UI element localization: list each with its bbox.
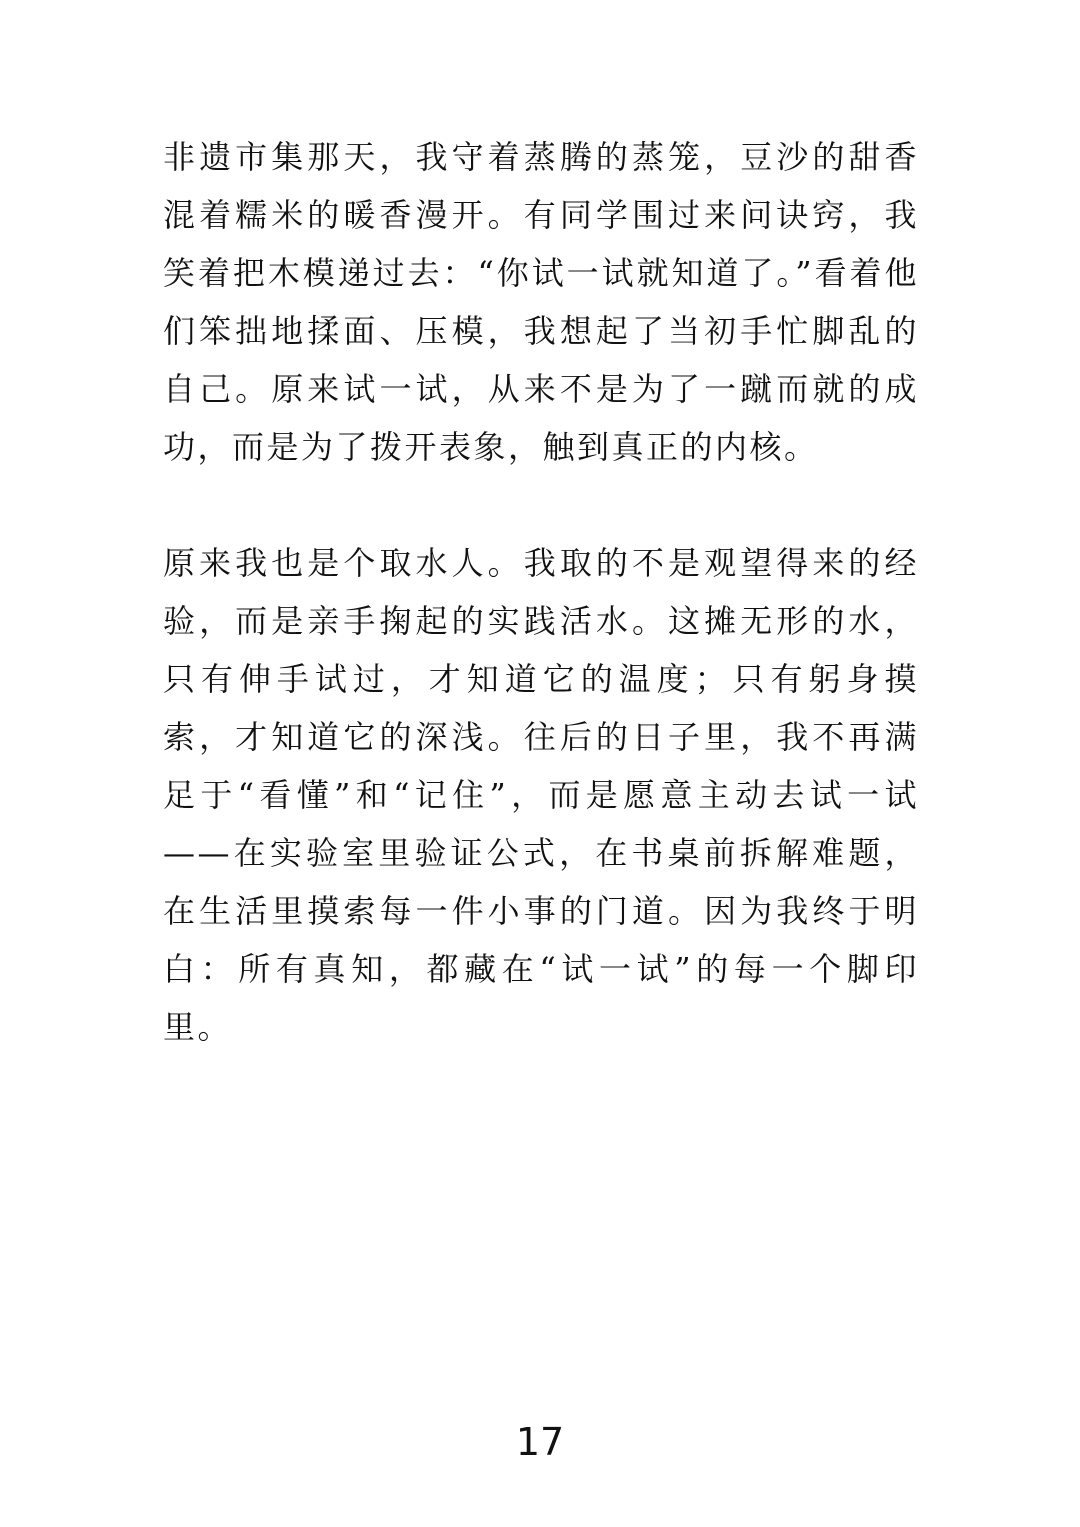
body-text	[163, 128, 919, 1056]
page-number: 17	[515, 1420, 565, 1464]
paragraph-1: 非遗市集那天，我守着蒸腾的蒸笼，豆沙的甜香混着糯米的暖香漫开。有同学围过来问诀窍，我笑着把木模递过去：“你试一试就知道了。”看着他们笨拙地揉面、压模，我想起了当初手忙脚乱的自己。原来试一试，从来不是为了一蹴而就的成功，而是为了拨开表象，触到真正的内核。	[163, 138, 919, 466]
paragraph-2: 原来我也是个取水人。我取的不是观望得来的经验，而是亲手掬起的实践活水。这摊无形的水，只有伸手试过，才知道它的温度；只有躬身摸索，才知道它的深浅。往后的日子里，我不再满足于“看懂”和“记住”，而是愿意主动去试一试——在实验室里验证公式，在书桌前拆解难题，在生活里摸索每一件小事的门道。因为我终于明白：所有真知，都藏在“试一试”的每一个脚印里。	[163, 544, 919, 1046]
